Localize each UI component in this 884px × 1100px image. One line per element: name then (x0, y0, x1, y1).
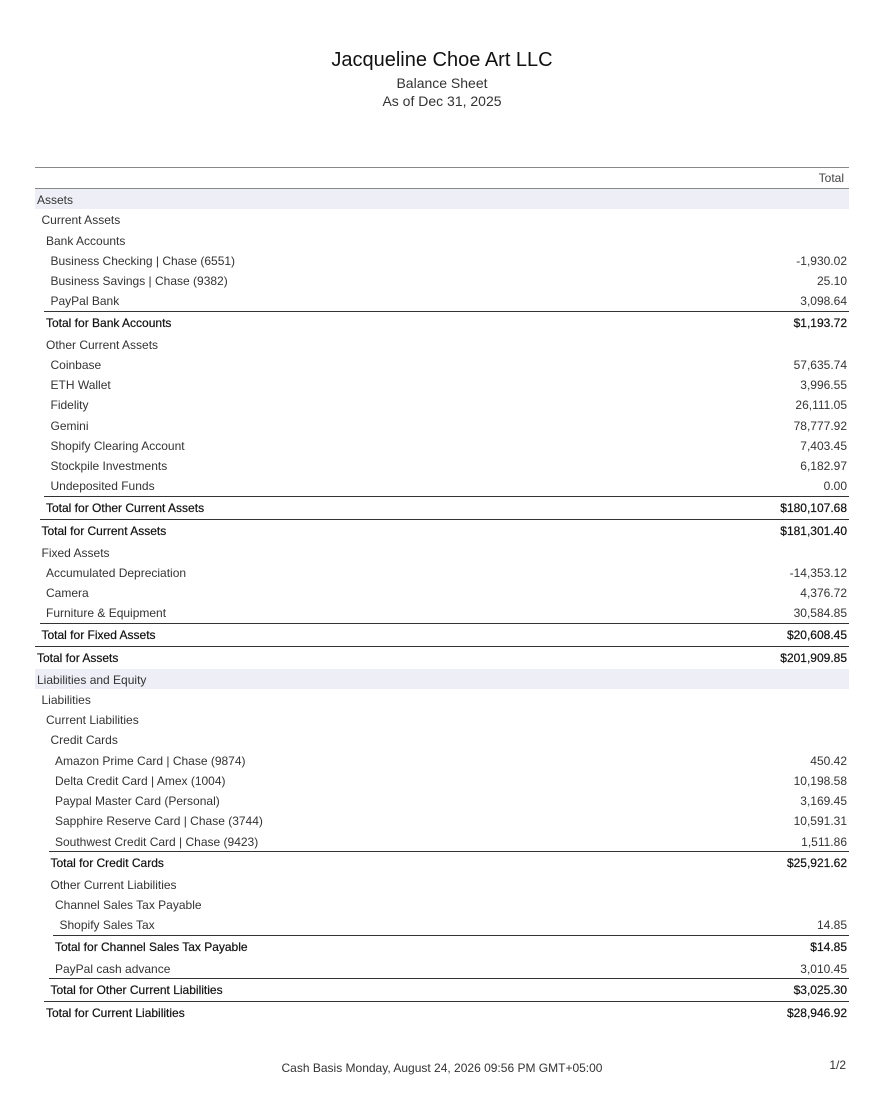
total-row (35, 623, 849, 646)
row-label: Liabilities (41, 692, 91, 707)
group-row (35, 542, 849, 562)
table-row (35, 831, 849, 851)
row-amount: $14.85 (810, 939, 847, 954)
row-label: Bank Accounts (46, 233, 126, 248)
row-amount: 14.85 (816, 918, 847, 933)
row-amount: $20,608.45 (786, 627, 847, 642)
row-amount: $25,921.62 (786, 855, 847, 870)
table-row (35, 914, 849, 934)
row-label: Channel Sales Tax Payable (55, 898, 202, 912)
table-header (35, 167, 849, 189)
balance-sheet-table (35, 167, 849, 1024)
table-row (35, 455, 849, 475)
row-amount: 3,169.45 (800, 794, 847, 808)
table-row (35, 958, 849, 978)
row-amount: 6,182.97 (800, 459, 847, 473)
row-amount: $181,301.40 (780, 523, 847, 538)
total-row (35, 851, 849, 874)
row-label: Total for Other Current Liabilities (50, 982, 223, 997)
table-row (35, 435, 849, 455)
row-amount: 0.00 (823, 479, 847, 494)
group-row (35, 689, 849, 709)
row-label: Fidelity (50, 398, 89, 413)
group-row (35, 894, 849, 914)
row-label: Current Liabilities (46, 713, 139, 727)
company-name: Jacqueline Choe Art LLC (331, 49, 553, 71)
table-row (35, 602, 849, 622)
row-amount: 26,111.05 (795, 398, 847, 413)
group-row (35, 729, 849, 749)
row-label: Other Current Assets (46, 337, 159, 352)
row-amount: $3,025.30 (793, 982, 847, 997)
row-label: Fixed Assets (41, 545, 110, 560)
page-number: 1/2 (829, 1058, 846, 1072)
row-label: Shopify Sales Tax (59, 918, 155, 933)
group-row (35, 874, 849, 894)
row-label: Coinbase (50, 357, 102, 372)
row-amount: 1,511.86 (801, 834, 847, 849)
row-amount: 3,098.64 (800, 294, 847, 309)
row-amount: 450.42 (810, 753, 847, 768)
row-label: Amazon Prime Card | Chase (9874) (55, 753, 246, 768)
table-row (35, 374, 849, 394)
group-row (35, 230, 849, 250)
row-label: Credit Cards (50, 733, 118, 748)
row-label: Other Current Liabilities (50, 877, 177, 892)
total-row (35, 646, 849, 669)
row-amount: $201,909.85 (780, 650, 847, 665)
row-label: Camera (46, 586, 89, 600)
table-row (35, 562, 849, 582)
group-row (35, 709, 849, 729)
group-row (35, 209, 849, 229)
row-amount: 25.10 (816, 274, 847, 288)
column-header-total: Total (818, 171, 844, 185)
row-amount: 78,777.92 (793, 418, 847, 433)
section-row (35, 189, 849, 209)
row-label: Total for Current Liabilities (46, 1005, 185, 1020)
total-row (35, 496, 849, 519)
section-row (35, 669, 849, 689)
row-label: Liabilities and Equity (37, 672, 147, 687)
row-label: Total for Channel Sales Tax Payable (55, 939, 248, 954)
row-label: Stockpile Investments (50, 459, 168, 473)
row-label: Total for Fixed Assets (41, 627, 156, 642)
group-row (35, 334, 849, 354)
row-label: Total for Other Current Assets (46, 500, 205, 515)
row-amount: -1,930.02 (796, 253, 847, 268)
table-body (35, 189, 849, 1024)
table-row (35, 750, 849, 770)
row-amount: 30,584.85 (793, 606, 847, 621)
total-row (35, 311, 849, 334)
row-amount: 10,591.31 (793, 814, 847, 829)
row-amount: 7,403.45 (800, 438, 847, 453)
total-row (35, 935, 849, 958)
row-label: Gemini (50, 418, 89, 433)
report-footer: Cash Basis Monday, August 24, 2026 09:56 PM GMT+05:00 (281, 1061, 603, 1075)
row-label: Sapphire Reserve Card | Chase (3744) (55, 814, 263, 829)
table-row (35, 582, 849, 602)
row-label: Current Assets (41, 213, 121, 228)
table-row (35, 270, 849, 290)
row-amount: 57,635.74 (793, 357, 847, 372)
row-amount: 3,010.45 (800, 961, 847, 976)
table-row (35, 475, 849, 495)
total-row (35, 1001, 849, 1024)
row-amount: $1,193.72 (793, 315, 847, 330)
row-amount: -14,353.12 (789, 565, 847, 580)
row-label: ETH Wallet (50, 378, 111, 392)
table-row (35, 250, 849, 270)
report-title: Balance Sheet (396, 75, 488, 91)
row-label: Total for Credit Cards (50, 855, 164, 870)
row-label: Business Checking | Chase (6551) (50, 253, 236, 268)
report-period: As of Dec 31, 2025 (382, 93, 502, 109)
table-row (35, 415, 849, 435)
row-label: Accumulated Depreciation (46, 565, 187, 580)
row-amount: $180,107.68 (780, 500, 847, 515)
row-label: Delta Credit Card | Amex (1004) (55, 773, 226, 788)
row-label: Business Savings | Chase (9382) (50, 274, 228, 288)
row-label: Paypal Master Card (Personal) (55, 794, 220, 808)
row-label: PayPal cash advance (55, 961, 171, 976)
table-row (35, 290, 849, 310)
table-row (35, 354, 849, 374)
total-row (35, 978, 849, 1001)
row-label: Shopify Clearing Account (50, 438, 185, 453)
row-label: PayPal Bank (50, 294, 120, 309)
table-row (35, 394, 849, 414)
row-amount: $28,946.92 (786, 1005, 847, 1020)
total-row (35, 519, 849, 542)
table-row (35, 810, 849, 830)
row-label: Southwest Credit Card | Chase (9423) (55, 834, 259, 849)
table-row (35, 770, 849, 790)
row-label: Total for Assets (37, 650, 119, 665)
row-label: Undeposited Funds (50, 479, 155, 494)
report-header (0, 46, 884, 110)
row-amount: 3,996.55 (800, 378, 847, 392)
table-row (35, 790, 849, 810)
row-label: Assets (37, 193, 74, 207)
row-amount: 4,376.72 (800, 586, 847, 600)
row-amount: 10,198.58 (793, 773, 847, 788)
row-label: Total for Bank Accounts (46, 315, 172, 330)
row-label: Total for Current Assets (41, 523, 167, 538)
row-label: Furniture & Equipment (46, 606, 167, 621)
